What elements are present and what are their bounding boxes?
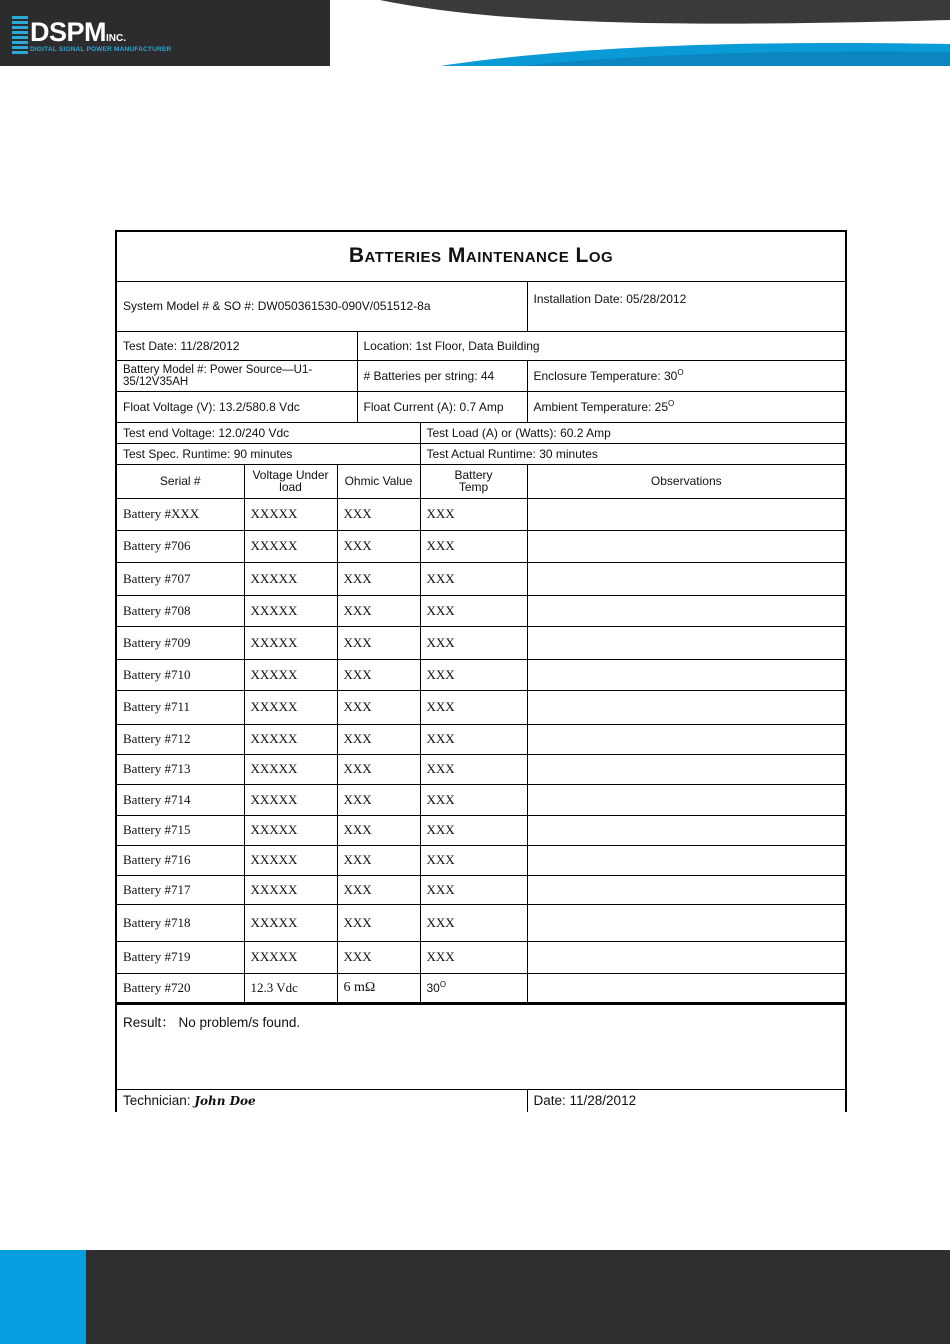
temp-cell: XXX — [420, 690, 527, 724]
test-end-voltage-cell: Test end Voltage: 12.0/240 Vdc — [116, 422, 420, 443]
ohmic-cell: XXX — [337, 659, 420, 690]
float-current-cell: Float Current (A): 0.7 Amp — [357, 391, 527, 422]
technician-signature: John Doe — [194, 1094, 256, 1108]
table-row — [116, 875, 846, 904]
installation-date-cell: Installation Date: 05/28/2012 — [527, 281, 846, 331]
table-row — [116, 498, 846, 530]
serial-cell: Battery #711 — [116, 690, 244, 724]
batteries-maintenance-log — [115, 230, 847, 1112]
system-model-cell: System Model # & SO #: DW050361530-090V/051512-8a — [116, 281, 527, 331]
observations-cell — [527, 973, 846, 1003]
column-header-row — [116, 464, 846, 498]
table-row — [116, 845, 846, 875]
serial-cell: Battery #707 — [116, 562, 244, 595]
observations-cell — [527, 562, 846, 595]
observations-cell — [527, 595, 846, 626]
technician-label: Technician: — [123, 1093, 191, 1108]
voltage-cell: XXXXX — [244, 562, 337, 595]
log-title: Batteries Maintenance Log — [116, 231, 846, 281]
observations-cell — [527, 784, 846, 815]
serial-cell: Battery #706 — [116, 530, 244, 562]
footer-accent-block — [0, 1250, 86, 1344]
table-row — [116, 724, 846, 754]
table-row — [116, 595, 846, 626]
batteries-per-string-cell: # Batteries per string: 44 — [357, 360, 527, 391]
temp-cell — [420, 973, 527, 1003]
temp-cell: XXX — [420, 562, 527, 595]
temp-cell: XXX — [420, 845, 527, 875]
table-row — [116, 562, 846, 595]
ohmic-cell: XXX — [337, 784, 420, 815]
enclosure-temperature-value: Enclosure Temperature: 30 — [533, 369, 678, 383]
voltage-cell: XXXXX — [244, 498, 337, 530]
serial-cell: Battery #718 — [116, 904, 244, 941]
ohmic-cell: XXX — [337, 724, 420, 754]
temp-cell: XXX — [420, 904, 527, 941]
serial-cell: Battery #717 — [116, 875, 244, 904]
ohmic-cell: XXX — [337, 595, 420, 626]
serial-cell: Battery #719 — [116, 941, 244, 973]
temp-cell: XXX — [420, 626, 527, 659]
footer-bar — [0, 1250, 950, 1344]
temp-value: 30 — [426, 981, 440, 995]
header-banner — [0, 0, 950, 66]
voltage-cell: XXXXX — [244, 754, 337, 784]
voltage-cell: 12.3 Vdc — [244, 973, 337, 1003]
observations-cell — [527, 904, 846, 941]
column-header-ohmic: Ohmic Value — [337, 464, 420, 498]
test-date-cell: Test Date: 11/28/2012 — [116, 331, 357, 360]
ohmic-cell: XXX — [337, 815, 420, 845]
result-cell: Result： No problem/s found. — [116, 1003, 846, 1089]
column-header-observations: Observations — [527, 464, 846, 498]
table-row — [116, 941, 846, 973]
observations-cell — [527, 659, 846, 690]
observations-cell — [527, 690, 846, 724]
ohmic-cell: XXX — [337, 530, 420, 562]
serial-cell: Battery #716 — [116, 845, 244, 875]
logo-bars-graphic — [12, 16, 28, 56]
temp-cell: XXX — [420, 724, 527, 754]
test-spec-runtime-cell: Test Spec. Runtime: 90 minutes — [116, 443, 420, 464]
ambient-temperature-value: Ambient Temperature: 25 — [533, 400, 669, 414]
table-row — [116, 659, 846, 690]
enclosure-degree-mark: O — [677, 368, 684, 377]
temp-cell: XXX — [420, 595, 527, 626]
voltage-cell: XXXXX — [244, 724, 337, 754]
voltage-cell: XXXXX — [244, 659, 337, 690]
voltage-cell: XXXXX — [244, 845, 337, 875]
ohmic-cell: XXX — [337, 904, 420, 941]
float-voltage-cell: Float Voltage (V): 13.2/580.8 Vdc — [116, 391, 357, 422]
observations-cell — [527, 626, 846, 659]
observations-cell — [527, 724, 846, 754]
serial-cell: Battery #715 — [116, 815, 244, 845]
observations-cell — [527, 498, 846, 530]
serial-cell: Battery #714 — [116, 784, 244, 815]
temp-cell: XXX — [420, 815, 527, 845]
temp-cell: XXX — [420, 941, 527, 973]
temp-cell: XXX — [420, 784, 527, 815]
observations-cell — [527, 845, 846, 875]
temp-cell: XXX — [420, 498, 527, 530]
voltage-cell: XXXXX — [244, 904, 337, 941]
observations-cell — [527, 754, 846, 784]
temp-degree-mark: O — [439, 980, 447, 989]
ohmic-cell: XXX — [337, 845, 420, 875]
ambient-temperature-cell — [527, 391, 846, 422]
table-row — [116, 815, 846, 845]
temp-cell: XXX — [420, 659, 527, 690]
table-row — [116, 784, 846, 815]
voltage-cell: XXXXX — [244, 595, 337, 626]
table-row — [116, 754, 846, 784]
ohmic-cell: 6 mΩ — [337, 973, 420, 1003]
temp-cell: XXX — [420, 875, 527, 904]
technician-cell — [116, 1089, 527, 1112]
serial-cell: Battery #712 — [116, 724, 244, 754]
observations-cell — [527, 815, 846, 845]
temp-cell: XXX — [420, 530, 527, 562]
voltage-cell: XXXXX — [244, 875, 337, 904]
ohmic-cell: XXX — [337, 941, 420, 973]
voltage-cell: XXXXX — [244, 626, 337, 659]
serial-cell: Battery #720 — [116, 973, 244, 1003]
observations-cell — [527, 875, 846, 904]
ohmic-cell: XXX — [337, 875, 420, 904]
serial-cell: Battery #710 — [116, 659, 244, 690]
observations-cell — [527, 941, 846, 973]
table-row — [116, 690, 846, 724]
voltage-cell: XXXXX — [244, 530, 337, 562]
temp-cell: XXX — [420, 754, 527, 784]
ohmic-cell: XXX — [337, 754, 420, 784]
ohmic-cell: XXX — [337, 562, 420, 595]
logo-text: DSPM — [30, 17, 107, 47]
ohmic-cell: XXX — [337, 498, 420, 530]
enclosure-temperature-cell — [527, 360, 846, 391]
battery-model-cell: Battery Model #: Power Source—U1-35/12V35AH — [116, 360, 357, 391]
serial-cell: Battery #709 — [116, 626, 244, 659]
serial-cell: Battery #XXX — [116, 498, 244, 530]
voltage-cell: XXXXX — [244, 784, 337, 815]
column-header-serial: Serial # — [116, 464, 244, 498]
voltage-cell: XXXXX — [244, 815, 337, 845]
location-cell: Location: 1st Floor, Data Building — [357, 331, 846, 360]
serial-cell: Battery #708 — [116, 595, 244, 626]
table-row — [116, 626, 846, 659]
header-background — [0, 0, 950, 66]
test-actual-runtime-cell: Test Actual Runtime: 30 minutes — [420, 443, 846, 464]
table-row — [116, 904, 846, 941]
logo-tagline: DIGITAL SIGNAL POWER MANUFACTURER — [30, 46, 172, 53]
table-row — [116, 530, 846, 562]
table-row — [116, 973, 846, 1003]
ohmic-cell: XXX — [337, 626, 420, 659]
column-header-temp: Battery Temp — [420, 464, 527, 498]
test-load-cell: Test Load (A) or (Watts): 60.2 Amp — [420, 422, 846, 443]
voltage-cell: XXXXX — [244, 690, 337, 724]
serial-cell: Battery #713 — [116, 754, 244, 784]
voltage-cell: XXXXX — [244, 941, 337, 973]
logo-suffix: INC. — [106, 33, 127, 44]
sign-date-cell: Date: 11/28/2012 — [527, 1089, 846, 1112]
observations-cell — [527, 530, 846, 562]
battery-rows — [116, 498, 846, 973]
ohmic-cell: XXX — [337, 690, 420, 724]
column-header-voltage: Voltage Under load — [244, 464, 337, 498]
ambient-degree-mark: O — [668, 399, 675, 408]
